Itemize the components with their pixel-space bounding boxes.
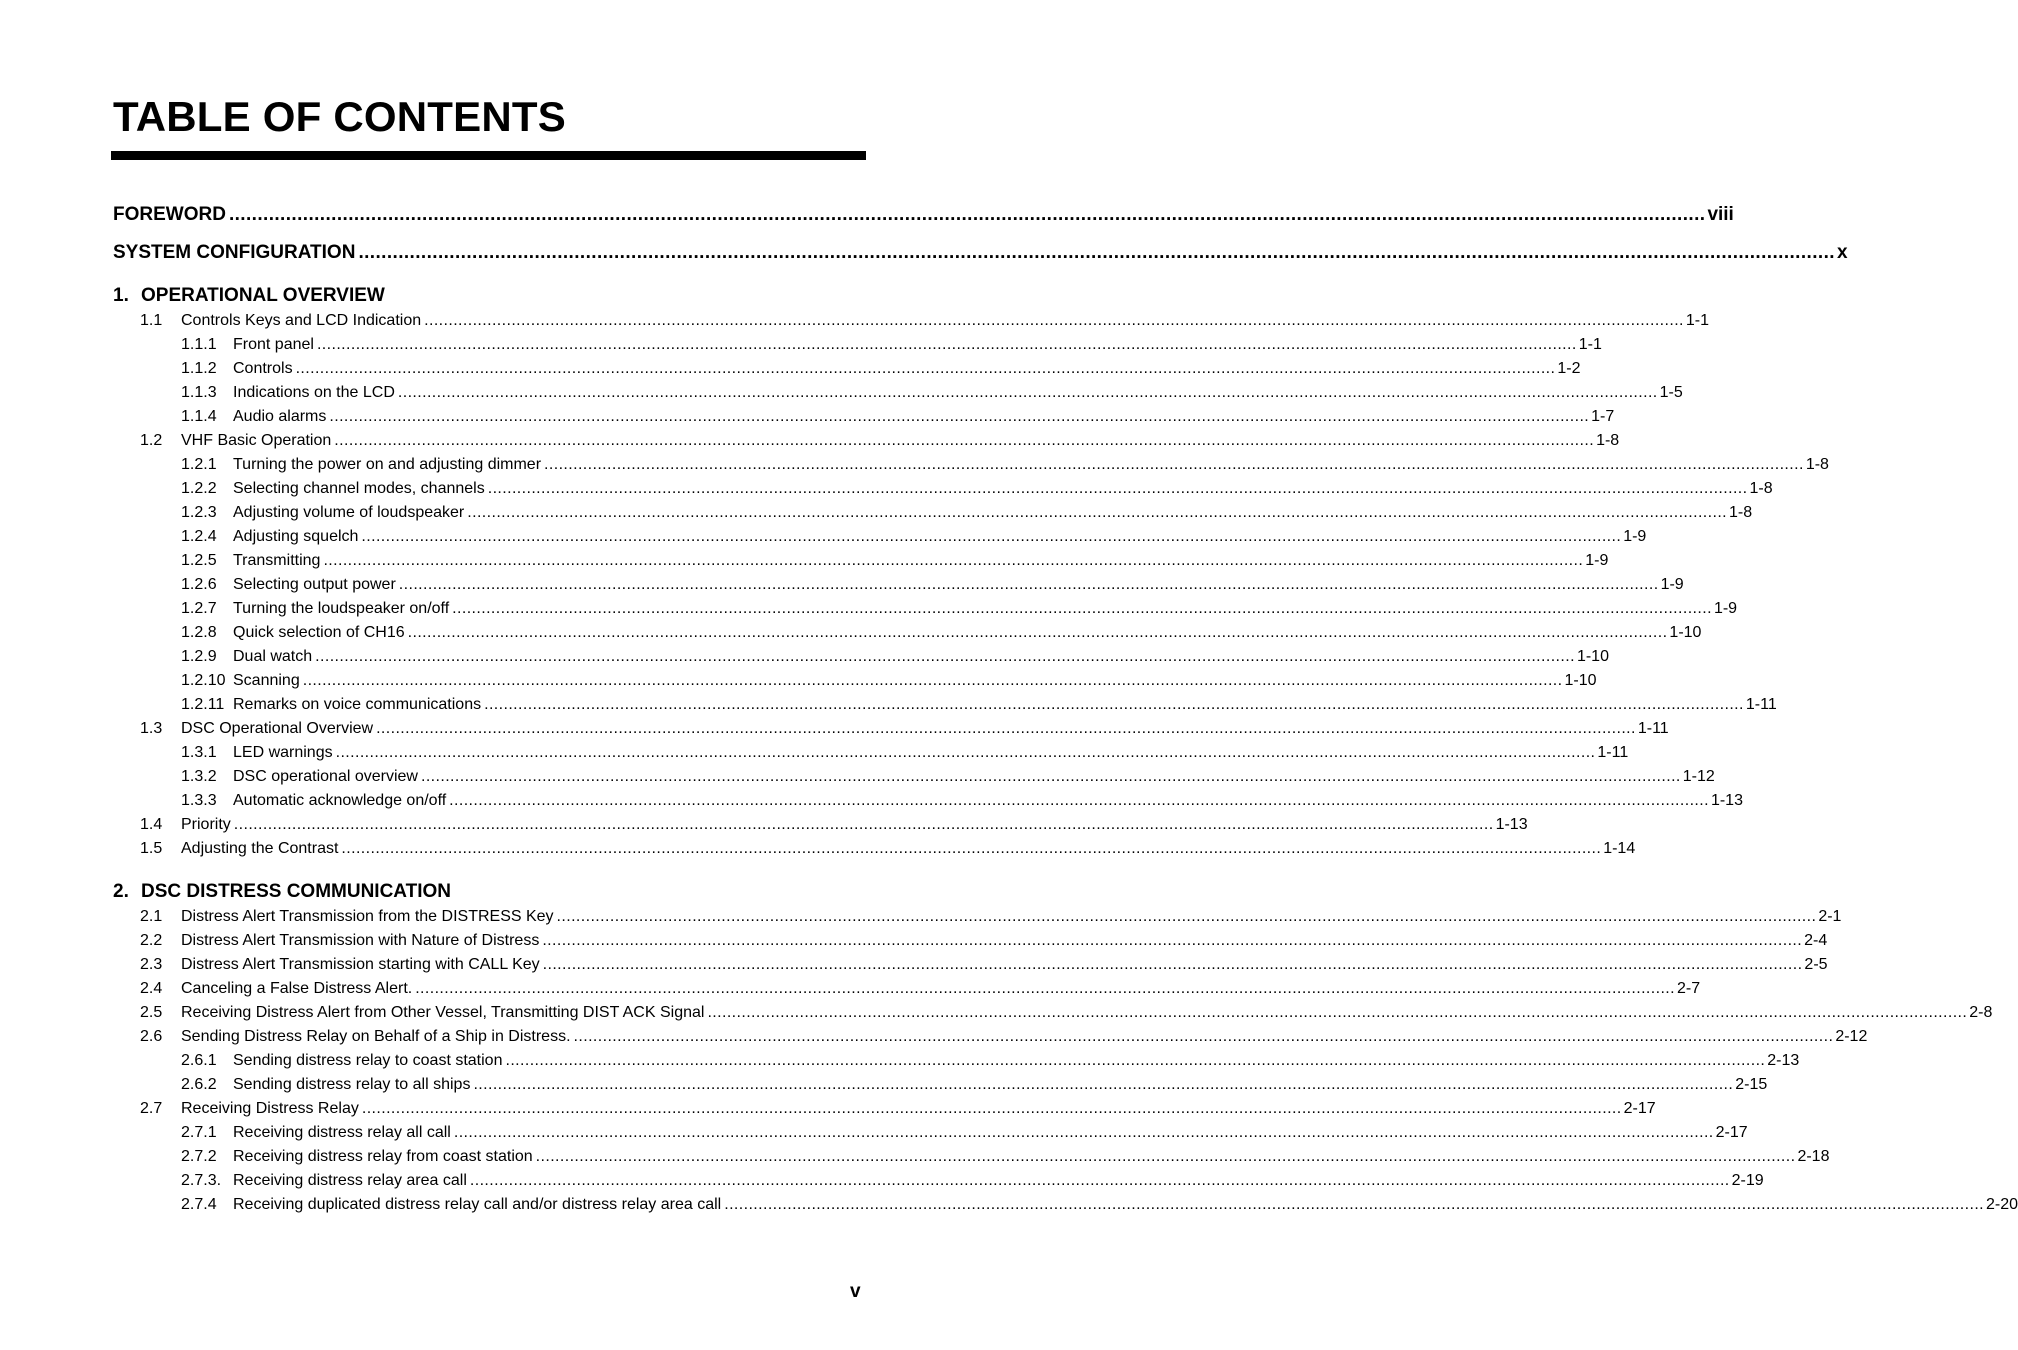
dot-leader: .................................................................................................................................................................................................................................................................... xyxy=(315,648,1575,665)
entry-number: 1.2.1 xyxy=(181,456,217,473)
dot-leader: .................................................................................................................................................................................................................................................................... xyxy=(335,744,1596,761)
title-rule xyxy=(111,151,866,160)
entry-number: 1.2.10 xyxy=(181,672,226,689)
toc-entry[interactable] xyxy=(181,552,1609,574)
entry-number: 1.2.11 xyxy=(181,696,225,713)
entry-title: Distress Alert Transmission starting with CALL Key xyxy=(181,956,540,973)
toc-entry[interactable] xyxy=(140,432,1620,454)
entry-number: 1.5 xyxy=(140,840,163,857)
entry-title: Selecting channel modes, channels xyxy=(233,480,485,497)
entry-title: Controls Keys and LCD Indication xyxy=(181,312,422,329)
toc-entry[interactable] xyxy=(181,672,1597,694)
toc-entry[interactable] xyxy=(181,576,1684,598)
entry-title: Sending Distress Relay on Behalf of a Ship in Distress. xyxy=(181,1028,571,1045)
entry-page: 1-13 xyxy=(1495,816,1528,833)
dot-leader: .................................................................................................................................................................................................................................................................... xyxy=(295,360,1556,377)
entry-number: 1.1.4 xyxy=(181,408,217,425)
entry-page: 1-1 xyxy=(1685,312,1710,329)
chapter-heading xyxy=(113,881,864,903)
entry-page: 1-8 xyxy=(1596,432,1620,449)
dot-leader: .................................................................................................................................................................................................................................................................... xyxy=(358,242,1835,263)
toc-entry[interactable] xyxy=(140,720,1669,742)
toc-entry[interactable] xyxy=(140,816,1528,838)
entry-number: 1.3 xyxy=(140,720,163,737)
entry-title: Audio alarms xyxy=(233,408,327,425)
entry-page: 2-4 xyxy=(1804,932,1828,949)
entry-page: 1-8 xyxy=(1749,480,1773,497)
toc-entry[interactable] xyxy=(140,932,1828,954)
entry-number: 2.4 xyxy=(140,980,163,997)
entry-title: Selecting output power xyxy=(233,576,396,593)
entry-title: Distress Alert Transmission from the DISTRESS Key xyxy=(181,908,554,925)
entry-page: 1-8 xyxy=(1729,504,1753,521)
entry-number: 1.2 xyxy=(140,432,163,449)
entry-page: 1-5 xyxy=(1659,384,1683,401)
entry-page: 2-17 xyxy=(1715,1124,1748,1141)
entry-title: Receiving Distress Relay xyxy=(181,1100,359,1117)
entry-page: 1-11 xyxy=(1597,744,1629,761)
dot-leader: .................................................................................................................................................................................................................................................................... xyxy=(316,336,1577,353)
dot-leader: .................................................................................................................................................................................................................................................................... xyxy=(415,980,1675,997)
toc-entry[interactable] xyxy=(181,1148,1830,1170)
entry-title: Controls xyxy=(233,360,293,377)
dot-leader: .................................................................................................................................................................................................................................................................... xyxy=(724,1196,1985,1213)
entry-page: 2-8 xyxy=(1969,1004,1993,1021)
entry-page: 1-14 xyxy=(1603,840,1636,857)
toc-entry[interactable] xyxy=(181,1052,1800,1074)
dot-leader: .................................................................................................................................................................................................................................................................... xyxy=(707,1004,1968,1021)
dot-leader: .................................................................................................................................................................................................................................................................... xyxy=(407,624,1668,641)
toc-entry[interactable] xyxy=(181,792,1743,814)
entry-title: Transmitting xyxy=(233,552,321,569)
toc-entry[interactable] xyxy=(181,696,1777,718)
entry-number: 1.1.3 xyxy=(181,384,217,401)
entry-title: Priority xyxy=(181,816,231,833)
toc-entry[interactable] xyxy=(181,504,1753,526)
entry-page: 2-18 xyxy=(1797,1148,1830,1165)
dot-leader: .................................................................................................................................................................................................................................................................... xyxy=(233,816,1494,833)
dot-leader: .................................................................................................................................................................................................................................................................... xyxy=(452,600,1712,617)
entry-page: 2-7 xyxy=(1676,980,1701,997)
chapter-heading xyxy=(113,285,864,307)
dot-leader: .................................................................................................................................................................................................................................................................... xyxy=(334,432,1595,449)
dot-leader: .................................................................................................................................................................................................................................................................... xyxy=(449,792,1709,809)
entry-page: 1-1 xyxy=(1578,336,1602,353)
dot-leader: .................................................................................................................................................................................................................................................................... xyxy=(469,1172,1730,1189)
entry-title: Sending distress relay to coast station xyxy=(233,1052,503,1069)
entry-number: 1.3.3 xyxy=(181,792,217,809)
toc-entry[interactable] xyxy=(181,600,1738,622)
toc-entry[interactable] xyxy=(181,408,1615,430)
toc-entry[interactable] xyxy=(181,768,1715,790)
dot-leader: .................................................................................................................................................................................................................................................................... xyxy=(302,672,1563,689)
entry-number: 2.7.2 xyxy=(181,1148,217,1165)
toc-entry[interactable] xyxy=(181,480,1773,502)
entry-number: 2.2 xyxy=(140,932,163,949)
entry-page: 1-11 xyxy=(1745,696,1777,713)
entry-page: 1-11 xyxy=(1637,720,1669,737)
entry-page: 1-12 xyxy=(1682,768,1715,785)
dot-leader: .................................................................................................................................................................................................................................................................... xyxy=(556,908,1817,925)
entry-title: Receiving Distress Alert from Other Vessel, Transmitting DIST ACK Signal xyxy=(181,1004,705,1021)
entry-page: 2-5 xyxy=(1804,956,1828,973)
entry-title: Adjusting squelch xyxy=(233,528,359,545)
dot-leader: .................................................................................................................................................................................................................................................................... xyxy=(453,1124,1714,1141)
entry-page: 1-13 xyxy=(1710,792,1743,809)
dot-leader: .................................................................................................................................................................................................................................................................... xyxy=(420,768,1681,785)
entry-title: Remarks on voice communications xyxy=(233,696,482,713)
dot-leader: .................................................................................................................................................................................................................................................................... xyxy=(397,384,1658,401)
entry-title: Front panel xyxy=(233,336,314,353)
entry-number: 2.5 xyxy=(140,1004,163,1021)
entry-title: Dual watch xyxy=(233,648,313,665)
toc-entry[interactable] xyxy=(181,384,1683,406)
toc-entry[interactable] xyxy=(181,336,1602,358)
entry-page: 1-8 xyxy=(1805,456,1829,473)
entry-page: 1-2 xyxy=(1557,360,1581,377)
entry-page: viii xyxy=(1707,204,1734,225)
dot-leader: .................................................................................................................................................................................................................................................................... xyxy=(467,504,1728,521)
entry-page: 1-10 xyxy=(1564,672,1597,689)
entry-title: Canceling a False Distress Alert. xyxy=(181,980,413,997)
entry-page: 2-12 xyxy=(1835,1028,1868,1045)
entry-page: 1-9 xyxy=(1713,600,1738,617)
entry-page: 2-20 xyxy=(1986,1196,2018,1213)
toc-entry[interactable] xyxy=(140,908,1842,930)
entry-title: VHF Basic Operation xyxy=(181,432,332,449)
toc-entry[interactable] xyxy=(140,1100,1656,1122)
entry-number: 1.1.1 xyxy=(181,336,217,353)
dot-leader: .................................................................................................................................................................................................................................................................... xyxy=(505,1052,1766,1069)
entry-title: Distress Alert Transmission with Nature of Distress xyxy=(181,932,540,949)
entry-title: Quick selection of CH16 xyxy=(233,624,405,641)
toc-entry[interactable] xyxy=(140,956,1828,978)
toc-entry[interactable] xyxy=(181,1076,1768,1098)
entry-number: 1.2.3 xyxy=(181,504,217,521)
dot-leader: .................................................................................................................................................................................................................................................................... xyxy=(424,312,1684,329)
entry-title: Turning the power on and adjusting dimmer xyxy=(233,456,542,473)
entry-number: 1.2.2 xyxy=(181,480,217,497)
dot-leader: .................................................................................................................................................................................................................................................................... xyxy=(228,204,1706,225)
toc-entry[interactable] xyxy=(140,980,1701,1002)
entry-number: 2.7.3. xyxy=(181,1172,222,1189)
entry-title: Sending distress relay to all ships xyxy=(233,1076,471,1093)
entry-number: 2.7.1 xyxy=(181,1124,217,1141)
toc-entry[interactable] xyxy=(113,242,1848,264)
entry-page: 2-13 xyxy=(1767,1052,1800,1069)
toc-entry[interactable] xyxy=(181,1196,2018,1218)
entry-number: 2.7.4 xyxy=(181,1196,217,1213)
dot-leader: .................................................................................................................................................................................................................................................................... xyxy=(361,528,1622,545)
entry-number: 1.3.1 xyxy=(181,744,217,761)
entry-title: SYSTEM CONFIGURATION xyxy=(113,242,356,263)
entry-page: 1-9 xyxy=(1585,552,1609,569)
entry-number: 2.1 xyxy=(140,908,163,925)
entry-title: Turning the loudspeaker on/off xyxy=(233,600,450,617)
chapter-title: DSC DISTRESS COMMUNICATION xyxy=(141,881,451,902)
dot-leader: .................................................................................................................................................................................................................................................................... xyxy=(473,1076,1734,1093)
entry-title: Adjusting volume of loudspeaker xyxy=(233,504,465,521)
dot-leader: .................................................................................................................................................................................................................................................................... xyxy=(487,480,1748,497)
chapter-title: OPERATIONAL OVERVIEW xyxy=(141,285,385,306)
entry-title: Receiving distress relay all call xyxy=(233,1124,451,1141)
entry-page: 2-19 xyxy=(1731,1172,1764,1189)
toc-entry[interactable] xyxy=(181,1172,1764,1194)
page-title: TABLE OF CONTENTS xyxy=(113,93,566,140)
entry-page: 1-9 xyxy=(1623,528,1647,545)
entry-title: LED warnings xyxy=(233,744,333,761)
entry-number: 1.2.7 xyxy=(181,600,217,617)
entry-number: 2.7 xyxy=(140,1100,163,1117)
entry-number: 1.2.9 xyxy=(181,648,217,665)
toc-entry[interactable] xyxy=(140,312,1710,334)
dot-leader: .................................................................................................................................................................................................................................................................... xyxy=(329,408,1590,425)
dot-leader: .................................................................................................................................................................................................................................................................... xyxy=(542,956,1803,973)
entry-number: 2.6.2 xyxy=(181,1076,217,1093)
chapter-number: 2. xyxy=(113,881,129,902)
toc-entry[interactable] xyxy=(181,528,1647,550)
dot-leader: .................................................................................................................................................................................................................................................................... xyxy=(544,456,1804,473)
entry-number: 2.6.1 xyxy=(181,1052,217,1069)
dot-leader: .................................................................................................................................................................................................................................................................... xyxy=(341,840,1602,857)
entry-page: 2-1 xyxy=(1818,908,1842,925)
dot-leader: .................................................................................................................................................................................................................................................................... xyxy=(573,1028,1834,1045)
toc-entry[interactable] xyxy=(181,624,1702,646)
toc-entry[interactable] xyxy=(181,456,1829,478)
toc-entry[interactable] xyxy=(181,648,1609,670)
entry-title: DSC Operational Overview xyxy=(181,720,374,737)
toc-entry[interactable] xyxy=(181,1124,1748,1146)
entry-title: Automatic acknowledge on/off xyxy=(233,792,447,809)
toc-entry[interactable] xyxy=(181,360,1581,382)
dot-leader: .................................................................................................................................................................................................................................................................... xyxy=(542,932,1803,949)
entry-number: 1.4 xyxy=(140,816,163,833)
entry-number: 1.2.8 xyxy=(181,624,217,641)
entry-number: 1.3.2 xyxy=(181,768,217,785)
entry-page: x xyxy=(1836,242,1848,263)
entry-title: FOREWORD xyxy=(113,204,226,225)
dot-leader: .................................................................................................................................................................................................................................................................... xyxy=(323,552,1584,569)
entry-page: 1-9 xyxy=(1660,576,1684,593)
dot-leader: .................................................................................................................................................................................................................................................................... xyxy=(535,1148,1796,1165)
entry-title: Receiving distress relay from coast station xyxy=(233,1148,533,1165)
chapter-number: 1. xyxy=(113,285,129,306)
dot-leader: .................................................................................................................................................................................................................................................................... xyxy=(398,576,1659,593)
entry-title: Indications on the LCD xyxy=(233,384,395,401)
entry-number: 1.1 xyxy=(140,312,163,329)
toc-entry[interactable] xyxy=(140,1028,1868,1050)
entry-page: 2-17 xyxy=(1623,1100,1656,1117)
entry-number: 2.3 xyxy=(140,956,163,973)
entry-number: 1.2.5 xyxy=(181,552,217,569)
entry-page: 1-10 xyxy=(1669,624,1702,641)
entry-title: Receiving distress relay area call xyxy=(233,1172,467,1189)
entry-page: 1-7 xyxy=(1591,408,1615,425)
toc-entry[interactable] xyxy=(140,840,1636,862)
dot-leader: .................................................................................................................................................................................................................................................................... xyxy=(484,696,1744,713)
toc-entry[interactable] xyxy=(113,204,1734,226)
entry-number: 1.1.2 xyxy=(181,360,217,377)
toc-entry[interactable] xyxy=(181,744,1629,766)
entry-number: 1.2.6 xyxy=(181,576,217,593)
entry-page: 1-10 xyxy=(1576,648,1609,665)
dot-leader: .................................................................................................................................................................................................................................................................... xyxy=(376,720,1636,737)
entry-title: DSC operational overview xyxy=(233,768,418,785)
entry-title: Receiving duplicated distress relay call and/or distress relay area call xyxy=(233,1196,722,1213)
toc-entry[interactable] xyxy=(140,1004,1993,1026)
entry-page: 2-15 xyxy=(1735,1076,1768,1093)
entry-number: 1.2.4 xyxy=(181,528,217,545)
dot-leader: .................................................................................................................................................................................................................................................................... xyxy=(361,1100,1622,1117)
entry-title: Scanning xyxy=(233,672,300,689)
entry-number: 2.6 xyxy=(140,1028,163,1045)
page-number: v xyxy=(850,1281,861,1302)
entry-title: Adjusting the Contrast xyxy=(181,840,339,857)
